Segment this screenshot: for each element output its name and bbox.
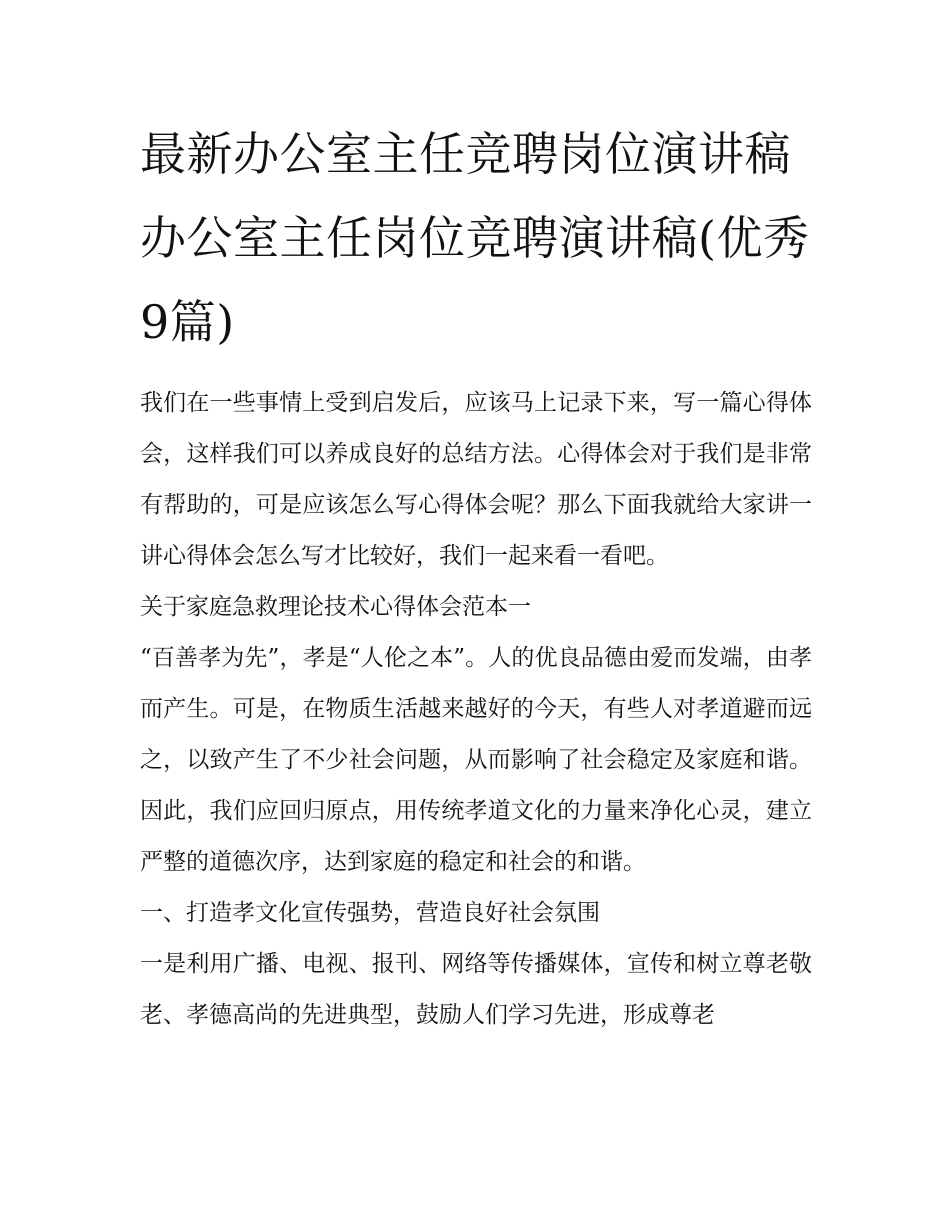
body-paragraph-1: “百善孝为先”，孝是“人伦之本”。人的优良品德由爱而发端，由孝而产生。可是，在物质生活越来越好的今天，有些人对孝道避而远之，以致产生了不少社会问题，从而影响了社会稳定及家庭和谐。因此，我们应回归原点，用传统孝道文化的力量来净化心灵，建立严整的道德次序，达到家庭的稳定和社会的和谐。 bbox=[140, 645, 812, 875]
intro-paragraph: 我们在一些事情上受到启发后，应该马上记录下来，写一篇心得体会，这样我们可以养成良好的总结方法。心得体会对于我们是非常有帮助的，可是应该怎么写心得体会呢？那么下面我就给大家讲一讲心得体会怎么写才比较好，我们一起来看一看吧。 bbox=[140, 390, 812, 569]
section-title: 关于家庭急救理论技术心得体会范本一 bbox=[140, 594, 531, 620]
subheading-1: 一、打造孝文化宣传强势，营造良好社会氛围 bbox=[140, 900, 600, 926]
document-title: 最新办公室主任竞聘岗位演讲稿 办公室主任岗位竞聘演讲稿(优秀9篇) bbox=[140, 127, 810, 349]
document-page bbox=[140, 112, 812, 1041]
body-paragraph-2: 一是利用广播、电视、报刊、网络等传播媒体，宣传和树立尊老敬老、孝德高尚的先进典型，鼓励人们学习先进，形成尊老 bbox=[140, 951, 812, 1028]
